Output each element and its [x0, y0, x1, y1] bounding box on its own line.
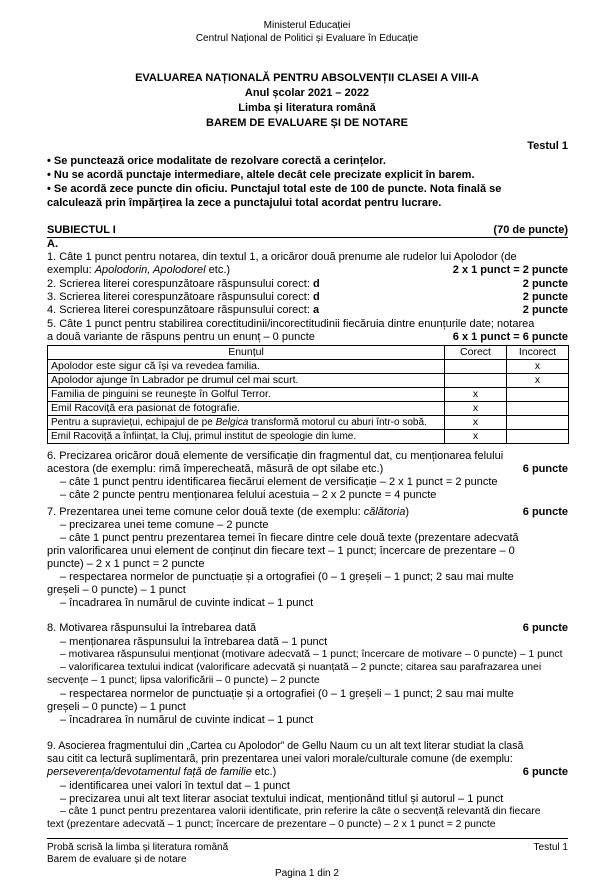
correct-cell: x: [445, 388, 507, 402]
correct-cell: x: [445, 402, 507, 416]
q8-score: 6 puncte: [522, 622, 568, 634]
statement-cell: Emil Racoviță era pasionat de fotografie.: [48, 402, 445, 416]
item-1-line-1: 1. Câte 1 punct pentru notarea, din textul 1, a oricăror două prenume ale rudelor lui Apolodor (de: [47, 251, 517, 263]
part-label: A.: [47, 238, 58, 250]
item-2-score: 2 puncte: [522, 278, 568, 290]
footer-test-label: Testul 1: [533, 842, 568, 853]
table-row: [48, 360, 569, 374]
q9-sub-1: – identificarea unei valori în textul dat – 1 punct: [60, 780, 290, 792]
rule-3: • Se acordă zece puncte din oficiu. Punctajul total este de 100 de puncte. Nota finală se: [47, 183, 502, 195]
statement-cell: Emil Racoviță a înființat, la Cluj, primul institut de speologie din lume.: [48, 430, 445, 444]
item-4: 4. Scrierea literei corespunzătoare răspunsului corect: a: [47, 304, 320, 316]
page-number: Pagina 1 din 2: [275, 868, 339, 879]
q8-line-1: 8. Motivarea răspunsului la întrebarea dată: [47, 622, 257, 634]
footer-divider: [47, 838, 568, 839]
q7-sub-3-line-1: – respectarea normelor de punctuație și a ortografiei (0 – 1 greșeli – 1 punct; 2 sau mai multe: [60, 571, 514, 583]
q8-sub-4-line-2: greșeli – 0 puncte) – 1 punct: [47, 701, 186, 713]
test-label: Testul 1: [527, 140, 568, 152]
incorrect-cell: x: [507, 374, 569, 388]
item-5-line-2: a două variante de răspuns pentru un enunț – 0 puncte: [47, 331, 315, 343]
q7-sub-4: – încadrarea în numărul de cuvinte indicat – 1 punct: [60, 597, 314, 609]
section-divider: [47, 237, 568, 238]
rule-1: • Se punctează orice modalitate de rezolvare corectă a cerințelor.: [47, 155, 386, 167]
q6-score: 6 puncte: [522, 463, 568, 475]
q9-sub-3-line-1: – câte 1 punct pentru prezentarea valorii identificate, prin referire la câte o secvență relevantă din fiecare: [60, 806, 541, 817]
q6-line-1: 6. Precizarea oricăror două elemente de versificație din fragmentul dat, cu menționarea felului: [47, 450, 504, 462]
correct-cell: [445, 360, 507, 374]
incorrect-cell: [507, 430, 569, 444]
statement-cell: Apolodor ajunge în Labrador pe drumul cel mai scurt.: [48, 374, 445, 388]
q7-line-1: 7. Prezentarea unei teme comune celor două texte (de exemplu: călătoria): [47, 506, 409, 518]
subject-name: Limba și literatura română: [238, 102, 376, 114]
item-3: 3. Scrierea literei corespunzătoare răspunsului corect: d: [47, 291, 320, 303]
header-statement: Enunțul: [48, 346, 445, 360]
q8-sub-3-line-2: secvențe – 1 punct; lipsa valorificării – 0 puncte) – 2 puncte: [47, 675, 320, 686]
item-5-score: 6 x 1 punct = 6 puncte: [452, 331, 568, 343]
barem-title: BAREM DE EVALUARE ȘI DE NOTARE: [206, 117, 408, 129]
section-title: SUBIECTUL I: [47, 224, 116, 236]
correct-cell: x: [445, 430, 507, 444]
rule-3-cont: calculează prin împărțirea la zece a punctajului total acordat pentru lucrare.: [47, 197, 442, 209]
table-row: [48, 416, 569, 430]
table-row: [48, 374, 569, 388]
section-points: (70 de puncte): [493, 224, 568, 236]
q6-sub-1: – câte 1 punct pentru identificarea fiecărui element de versificație – 2 x 1 punct = 2 puncte: [60, 476, 498, 488]
rule-2: • Nu se acordă punctaje intermediare, altele decât cele precizate explicit în barem.: [47, 169, 475, 181]
footer-exam-name: Probă scrisă la limba și literatura română: [47, 842, 229, 853]
q7-sub-2-line-1: – câte 1 punct pentru prezentarea temei în fiecare dintre cele două texte (prezentare adecvată: [60, 532, 519, 544]
q6-line-2: acestora (de exemplu: rimă împerecheată, măsură de opt silabe etc.): [47, 463, 384, 475]
table-header-row: [48, 346, 569, 360]
q9-line-3: perseverența/devotamentul față de familie etc.): [47, 766, 277, 778]
correct-cell: x: [445, 416, 507, 430]
q9-line-1: 9. Asocierea fragmentului din „Cartea cu Apolodor” de Gellu Naum cu un alt text literar studiat la clasă: [47, 740, 524, 752]
ministry-name: Ministerul Educației: [263, 20, 351, 31]
q6-sub-2: – câte 2 puncte pentru menționarea felului acestuia – 2 x 2 puncte = 4 puncte: [60, 489, 437, 501]
statement-cell: Apolodor este sigur că își va revedea familia.: [48, 360, 445, 374]
header-correct: Corect: [445, 346, 507, 360]
item-1-score: 2 x 1 punct = 2 puncte: [452, 264, 568, 276]
item-4-score: 2 puncte: [522, 304, 568, 316]
q9-sub-2: – precizarea unui alt text literar asociat textului indicat, menționând titlul și autorul – 1 punct: [60, 793, 504, 805]
table-row: [48, 430, 569, 444]
q9-line-2: sau citit ca lectură suplimentară, prin prezentarea unei valori morale/culturale comune (de exemplu:: [47, 753, 513, 765]
q8-sub-4-line-1: – respectarea normelor de punctuație și a ortografiei (0 – 1 greșeli – 1 punct; 2 sau mai multe: [60, 688, 514, 700]
correct-cell: [445, 374, 507, 388]
footer-barem-name: Barem de evaluare și de notare: [47, 854, 187, 865]
statement-cell: Pentru a supraviețui, echipajul de pe Belgica transformă motorul cu aburi într-o sobă.: [48, 416, 445, 430]
item-3-score: 2 puncte: [522, 291, 568, 303]
q8-sub-2: – motivarea răspunsului menționat (motivare adecvată – 1 punct; încercare de motivare – 0 puncte) – 1 punct: [60, 649, 563, 660]
table-row: [48, 388, 569, 402]
q9-sub-3-line-2: text (prezentare adecvată – 1 punct; încercare de prezentare – 0 puncte) – 2 x 1 punct = 2 puncte: [47, 819, 496, 830]
q8-sub-5: – încadrarea în numărul de cuvinte indicat – 1 punct: [60, 714, 314, 726]
item-2: 2. Scrierea literei corespunzătoare răspunsului corect: d: [47, 278, 320, 290]
item-1-line-2: exemplu: Apolodorin, Apolodorel etc.): [47, 264, 231, 276]
statement-cell: Familia de pinguini se reunește în Golful Terror.: [48, 388, 445, 402]
header-incorrect: Incorect: [507, 346, 569, 360]
exam-title: EVALUAREA NAȚIONALĂ PENTRU ABSOLVENȚII CLASEI A VIII-A: [135, 72, 479, 84]
q8-sub-1: – menționarea răspunsului la întrebarea dată – 1 punct: [60, 636, 328, 648]
incorrect-cell: [507, 388, 569, 402]
center-name: Centrul Național de Politici și Evaluare în Educație: [195, 33, 419, 44]
q7-sub-2-line-2: prin valorificarea unui element de conținut din fiecare text – 1 punct; încercare de prezentare – 0: [47, 545, 515, 557]
q7-score: 6 puncte: [522, 506, 568, 518]
q7-sub-2-line-3: puncte) – 2 x 1 punct = 2 puncte: [47, 558, 205, 570]
q7-sub-3-line-2: greșeli – 0 puncte) – 1 punct: [47, 584, 186, 596]
incorrect-cell: [507, 416, 569, 430]
incorrect-cell: x: [507, 360, 569, 374]
incorrect-cell: [507, 402, 569, 416]
statements-table: [47, 345, 569, 444]
school-year: Anul școlar 2021 – 2022: [244, 87, 370, 99]
q8-sub-3-line-1: – valorificarea textului indicat (valorificare adecvată și nuanțată – 2 puncte; citarea sau parafrazarea unei: [60, 662, 542, 673]
item-5-line-1: 5. Câte 1 punct pentru stabilirea corectitudinii/incorectitudinii fiecăruia dintre enunțurile date; notarea: [47, 318, 535, 330]
table-row: [48, 402, 569, 416]
q7-sub-1: – precizarea unei teme comune – 2 puncte: [60, 519, 269, 531]
q9-score: 6 puncte: [522, 766, 568, 778]
